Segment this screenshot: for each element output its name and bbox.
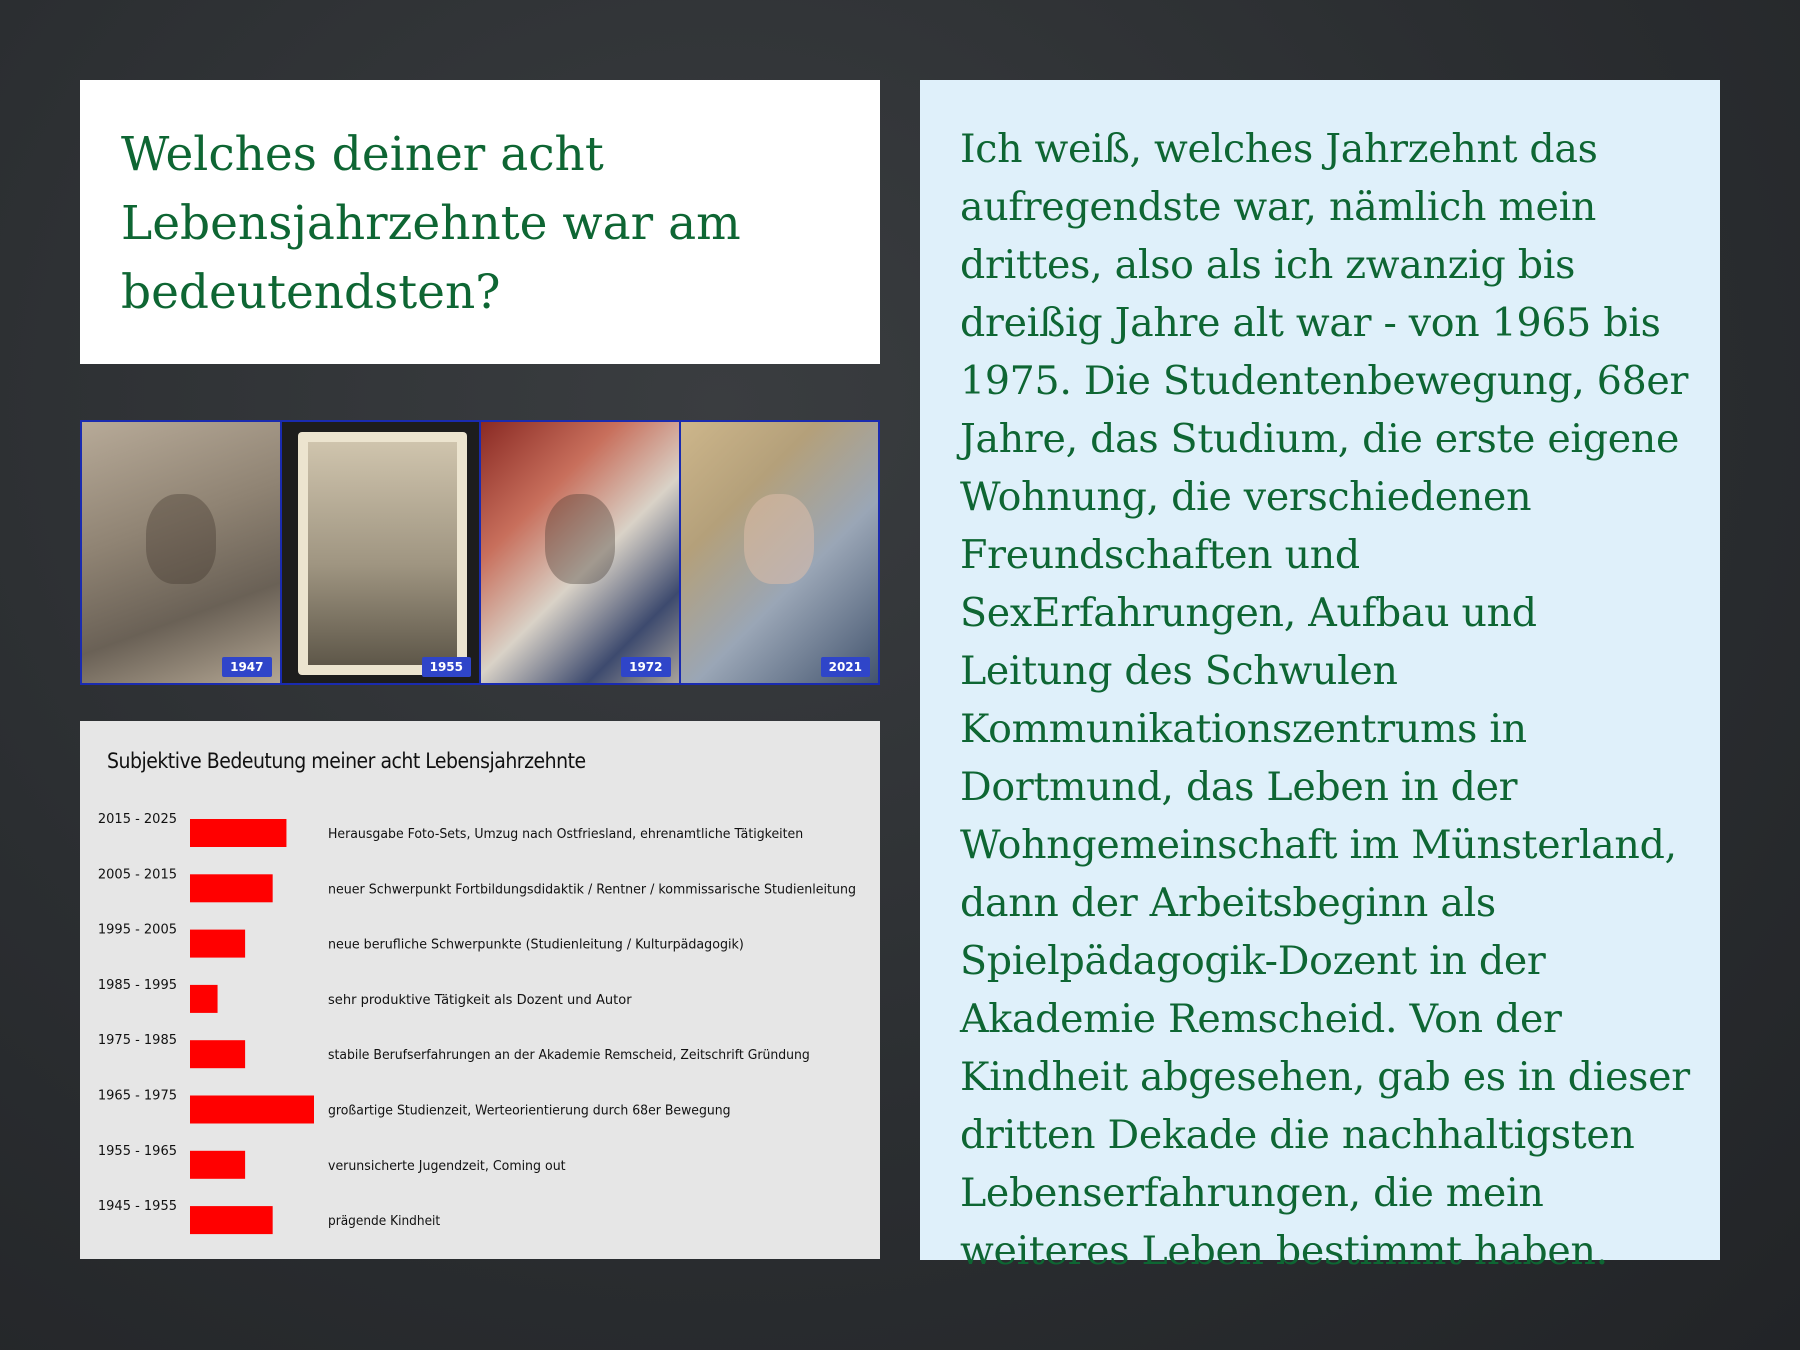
year-badge: 1947 — [222, 657, 271, 677]
answer-card — [920, 80, 1720, 1274]
decade-bar — [190, 819, 286, 847]
photo-strip — [80, 420, 880, 685]
decade-label: 1955 - 1965 — [97, 1143, 177, 1159]
decade-label: 1945 - 1955 — [97, 1199, 177, 1215]
decade-annotation: prägende Kindheit — [328, 1213, 441, 1230]
young-man-photo-icon — [545, 494, 615, 584]
decade-bar — [190, 874, 273, 902]
photo-frame — [298, 432, 468, 675]
decade-bar-chart — [80, 721, 880, 1259]
decade-bar — [190, 1096, 314, 1124]
year-badge: 2021 — [821, 657, 870, 677]
decade-label: 1965 - 1975 — [97, 1088, 177, 1104]
school-boy-photo-icon — [308, 442, 458, 665]
year-badge: 1972 — [621, 657, 670, 677]
decade-annotation: verunsicherte Jugendzeit, Coming out — [328, 1157, 566, 1174]
photo-1972 — [481, 422, 679, 683]
childhood-photo-icon — [146, 494, 216, 584]
year-badge: 1955 — [422, 657, 471, 677]
decade-bar — [190, 1151, 245, 1179]
decade-label: 1975 - 1985 — [97, 1033, 177, 1049]
senior-man-portrait-icon — [744, 494, 814, 584]
decade-annotation: neuer Schwerpunkt Fortbildungsdidaktik / Rentner / kommissarische Studienleitung — [328, 881, 856, 898]
decade-bar — [190, 930, 245, 958]
chart-title: Subjektive Bedeutung meiner acht Lebensjahrzehnte — [107, 749, 586, 773]
decade-annotation: stabile Berufserfahrungen an der Akademie Remscheid, Zeitschrift Gründung — [328, 1047, 810, 1064]
decade-bar — [190, 985, 218, 1013]
decade-bar — [190, 1206, 273, 1234]
decade-annotation: Herausgabe Foto-Sets, Umzug nach Ostfriesland, ehrenamtliche Tätigkeiten — [328, 826, 804, 842]
decade-chart-panel — [80, 721, 880, 1259]
decade-label: 1985 - 1995 — [97, 977, 177, 993]
decade-bar — [190, 1040, 245, 1068]
decade-label: 1995 - 2005 — [97, 922, 177, 938]
question-heading: Welches deiner acht Lebensjahrzehnte war am bedeutendsten? — [121, 127, 741, 320]
decade-annotation: großartige Studienzeit, Werteorientierung durch 68er Bewegung — [328, 1102, 731, 1119]
decade-annotation: sehr produktive Tätigkeit als Dozent und Autor — [328, 991, 633, 1008]
photo-1947 — [82, 422, 280, 683]
decade-annotation: neue berufliche Schwerpunkte (Studienleitung / Kulturpädagogik) — [328, 936, 744, 953]
photo-1955 — [282, 422, 480, 683]
answer-paragraph: Ich weiß, welches Jahrzehnt das aufregendste war, nämlich mein drittes, also als ich zwanzig bis dreißig Jahre alt war - von 1965 bis 1975. Die Studentenbewegung, 68er Jahre, das Studium, die erste eigene Wohnung, die verschiedenen Freundschaften und SexErfahrungen, Aufbau und Leitung des Schwulen Kommunikationszentrums in Dortmund, das Leben in der Wohngemeinschaft im Münsterland, dann der Arbeitsbeginn als Spielpädagogik-Dozent in der Akademie Remscheid. Von der Kindheit abgesehen, gab es in dieser dritten Dekade die nachhaltigsten Lebenserfahrungen, die mein weiteres Leben bestimmt haben. — [960, 126, 1690, 1274]
question-card — [80, 80, 880, 364]
decade-label: 2015 - 2025 — [97, 812, 177, 827]
decade-label: 2005 - 2015 — [97, 867, 177, 883]
photo-2021 — [681, 422, 879, 683]
